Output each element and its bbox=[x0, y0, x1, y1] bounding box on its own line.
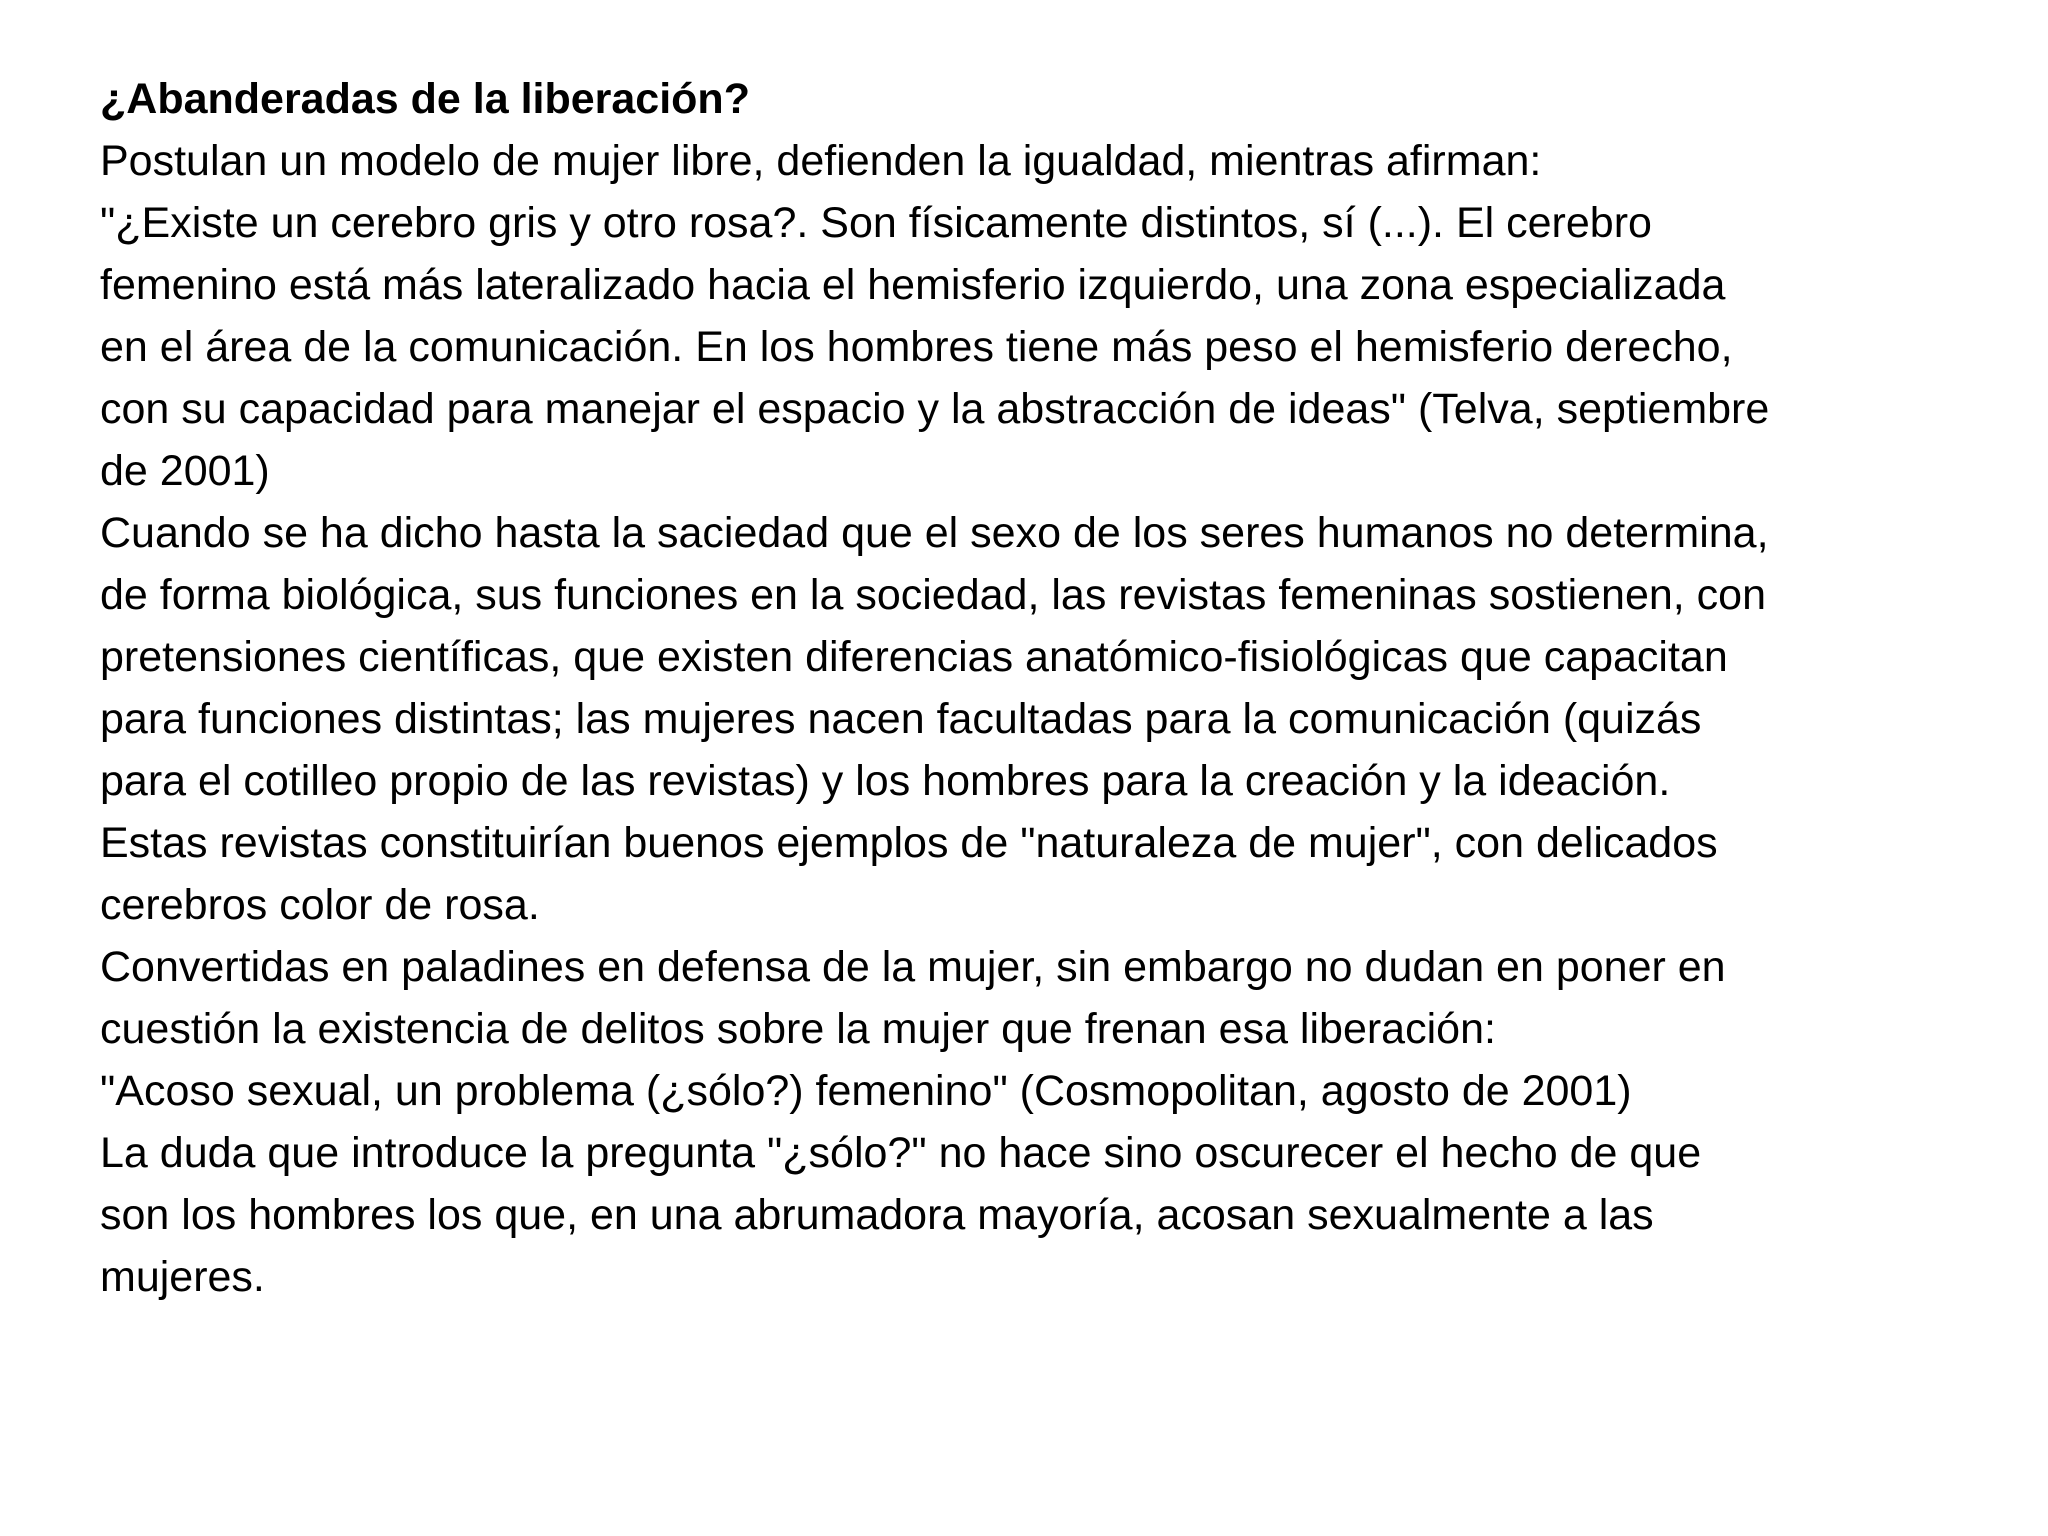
text-line: "Acoso sexual, un problema (¿sólo?) femenino" (Cosmopolitan, agosto de 2001) bbox=[100, 1067, 1632, 1115]
text-line: de forma biológica, sus funciones en la sociedad, las revistas femeninas sostienen, con bbox=[100, 571, 1766, 619]
text-line: con su capacidad para manejar el espacio y la abstracción de ideas" (Telva, septiembre bbox=[100, 385, 1770, 433]
text-line: Postulan un modelo de mujer libre, defienden la igualdad, mientras afirman: bbox=[100, 137, 1542, 185]
text-line: cuestión la existencia de delitos sobre la mujer que frenan esa liberación: bbox=[100, 1005, 1496, 1053]
text-line: Estas revistas constituirían buenos ejemplos de "naturaleza de mujer", con delicados bbox=[100, 819, 1718, 867]
text-line: "¿Existe un cerebro gris y otro rosa?. Son físicamente distintos, sí (...). El cerebro bbox=[100, 199, 1652, 247]
text-line: Convertidas en paladines en defensa de la mujer, sin embargo no dudan en poner en bbox=[100, 943, 1726, 991]
text-line: femenino está más lateralizado hacia el hemisferio izquierdo, una zona especializada bbox=[100, 261, 1726, 309]
text-line: cerebros color de rosa. bbox=[100, 881, 540, 929]
text-line: son los hombres los que, en una abrumadora mayoría, acosan sexualmente a las bbox=[100, 1191, 1654, 1239]
text-line: en el área de la comunicación. En los hombres tiene más peso el hemisferio derecho, bbox=[100, 323, 1733, 371]
text-line: para el cotilleo propio de las revistas) y los hombres para la creación y la ideación. bbox=[100, 757, 1671, 805]
text-line: de 2001) bbox=[100, 447, 270, 495]
text-line: para funciones distintas; las mujeres nacen facultadas para la comunicación (quizás bbox=[100, 695, 1702, 743]
text-line: Cuando se ha dicho hasta la saciedad que el sexo de los seres humanos no determina, bbox=[100, 509, 1769, 557]
document-title: ¿Abanderadas de la liberación? bbox=[100, 75, 750, 123]
text-line: La duda que introduce la pregunta "¿sólo?" no hace sino oscurecer el hecho de que bbox=[100, 1129, 1702, 1177]
text-line: mujeres. bbox=[100, 1253, 265, 1301]
text-line: pretensiones científicas, que existen diferencias anatómico-fisiológicas que capacitan bbox=[100, 633, 1728, 681]
document-page bbox=[100, 68, 1980, 1308]
